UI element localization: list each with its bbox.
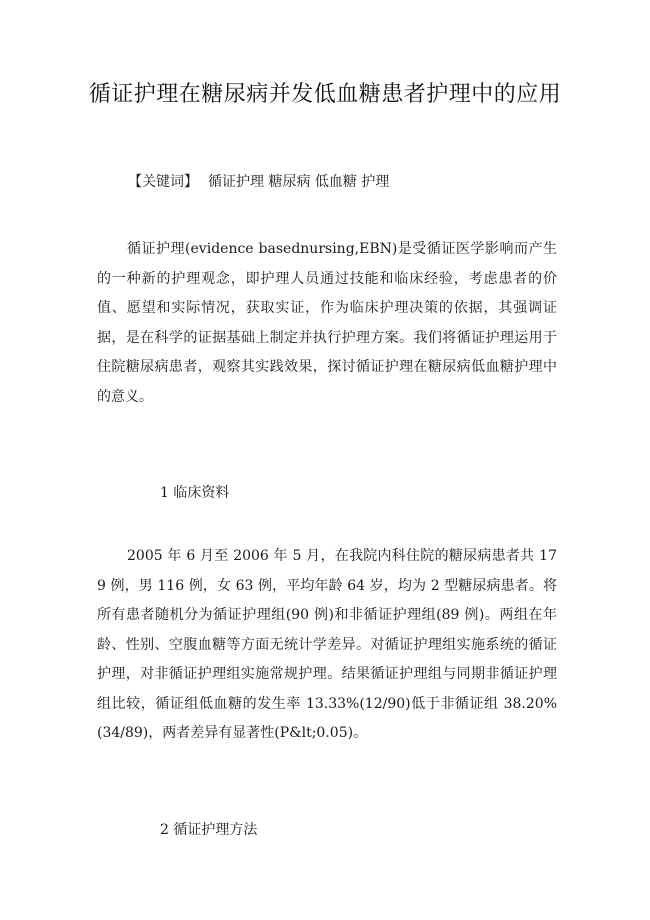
intro-paragraph: 循证护理(evidence basednursing,EBN)是受循证医学影响而产生的一种新的护理观念，即护理人员通过技能和临床经验，考虑患者的价值、愿望和实际情况，获取实证，作为临床护理决策的依据，其强调证据，是在科学的证据基础上制定并执行护理方案。我们将循证护理运用于住院糖尿病患者，观察其实践效果，探讨循证护理在糖尿病低血糖护理中的意义。 xyxy=(97,241,557,405)
keywords-line xyxy=(128,172,389,192)
section-heading-methods: 2 循证护理方法 xyxy=(160,822,258,838)
section-heading-clinical-data: 1 临床资料 xyxy=(160,485,230,501)
clinical-data-paragraph: 2005 年 6 月至 2006 年 5 月，在我院内科住院的糖尿病患者共 179 例，男 116 例，女 63 例，平均年龄 64 岁，均为 2 型糖尿病患者。将所有患者随机分为循证护理组(90 例)和非循证护理组(89 例)。两组在年龄、性别、空腹血糖等方面无统计学差异。对循证护理组实施系统的循证护理，对非循证护理组实施常规护理。结果循证护理组与同期非循证护理组比较，循证组低血糖的发生率 13.33%(12/90)低于非循证组 38.20%(34/89)，两者差异有显著性(P&lt;0.05)。 xyxy=(97,548,557,741)
document-title: 循证护理在糖尿病并发低血糖患者护理中的应用 xyxy=(88,82,562,107)
keywords-label: 【关键词】 xyxy=(128,174,198,190)
keywords-terms: 循证护理 糖尿病 低血糖 护理 xyxy=(208,174,390,190)
